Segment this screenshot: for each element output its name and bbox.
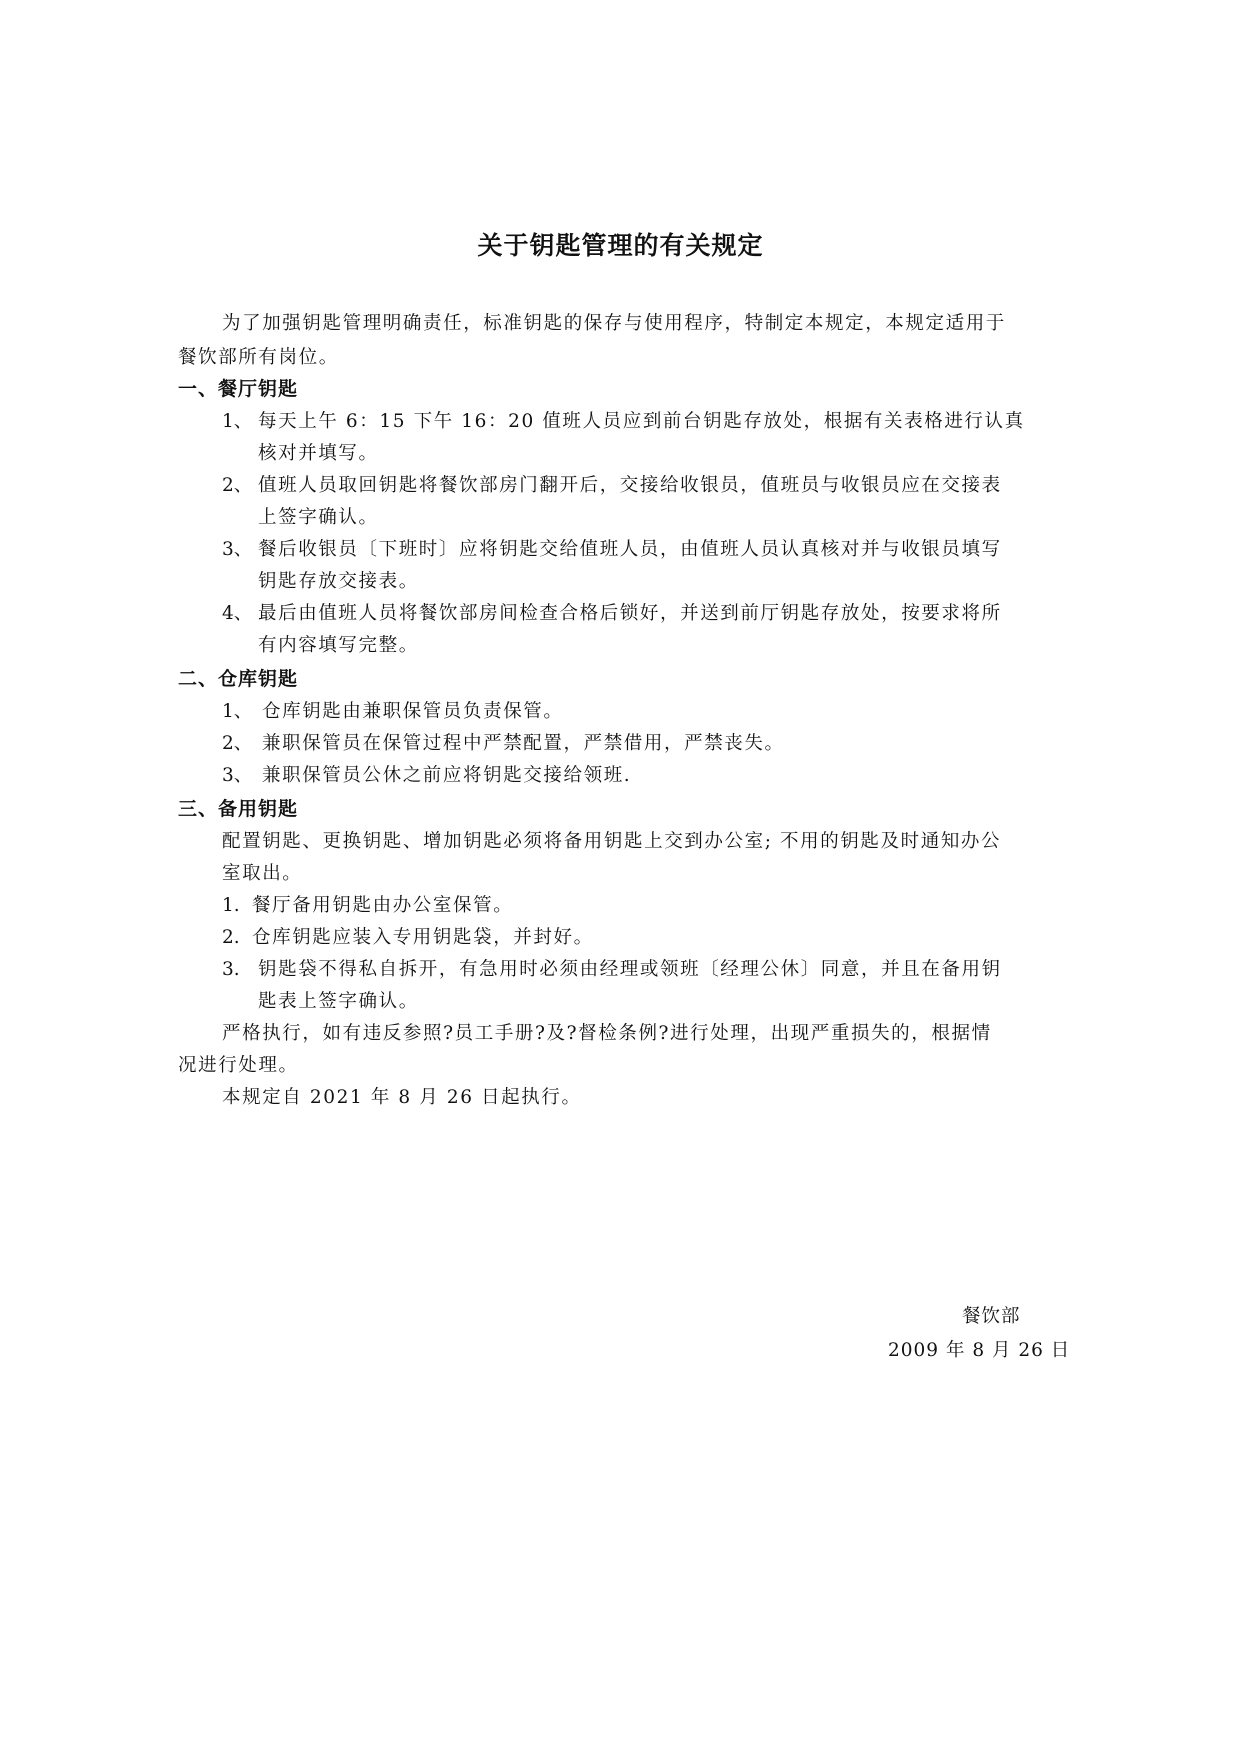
list-item-text: 兼职保管员公休之前应将钥匙交接给领班.: [262, 765, 632, 786]
signature-date: 2009 年 8 月 26 日: [888, 1340, 1071, 1361]
list-item-text-cont: 核对并填写。: [258, 443, 379, 464]
list-item-text: 仓库钥匙应装入专用钥匙袋，并封好。: [252, 927, 594, 948]
list-item-number: 1.: [222, 895, 240, 916]
effective-date-line: 本规定自 2021 年 8 月 26 日起执行。: [222, 1087, 582, 1108]
list-item-number: 1、: [222, 701, 253, 722]
list-item-text: 餐厅备用钥匙由办公室保管。: [252, 895, 514, 916]
closing-line-1: 严格执行，如有违反参照?员工手册?及?督检条例?进行处理，出现严重损失的，根据情: [222, 1023, 992, 1044]
list-item-number: 2.: [222, 927, 240, 948]
closing-line-2: 况进行处理。: [178, 1055, 299, 1076]
list-item-text: 兼职保管员在保管过程中严禁配置，严禁借用，严禁丧失。: [262, 733, 785, 754]
list-item-text-cont: 钥匙存放交接表。: [258, 571, 419, 592]
list-item-number: 2、: [222, 475, 253, 496]
list-item-text: 每天上午 6：15 下午 16：20 值班人员应到前台钥匙存放处，根据有关表格进行认真: [258, 411, 1025, 432]
list-item-text: 仓库钥匙由兼职保管员负责保管。: [262, 701, 564, 722]
intro-line-1: 为了加强钥匙管理明确责任，标准钥匙的保存与使用程序，特制定本规定，本规定适用于: [222, 313, 1006, 334]
list-item-text: 值班人员取回钥匙将餐饮部房门翻开后，交接给收银员，值班员与收银员应在交接表: [258, 475, 1002, 496]
list-item-text: 餐后收银员〔下班时〕应将钥匙交给值班人员，由值班人员认真核对并与收银员填写: [258, 539, 1002, 560]
list-item-number: 3、: [222, 539, 253, 560]
signature-department: 餐饮部: [962, 1306, 1021, 1327]
list-item-number: 4、: [222, 603, 253, 624]
section-heading-warehouse-keys: 二、仓库钥匙: [178, 668, 299, 690]
section-paragraph: 配置钥匙、更换钥匙、增加钥匙必须将备用钥匙上交到办公室; 不用的钥匙及时通知办公: [222, 831, 1002, 852]
list-item-number: 2、: [222, 733, 253, 754]
list-item-number: 3、: [222, 765, 253, 786]
document-title: 关于钥匙管理的有关规定: [477, 231, 764, 260]
intro-line-2: 餐饮部所有岗位。: [178, 347, 339, 368]
list-item-number: 1、: [222, 411, 253, 432]
list-item-text: 钥匙袋不得私自拆开，有急用时必须由经理或领班〔经理公休〕同意，并且在备用钥: [258, 959, 1002, 980]
section-heading-restaurant-keys: 一、餐厅钥匙: [178, 378, 299, 400]
list-item-text-cont: 匙表上签字确认。: [258, 991, 419, 1012]
list-item-text-cont: 有内容填写完整。: [258, 635, 419, 656]
list-item-text: 最后由值班人员将餐饮部房间检查合格后锁好，并送到前厅钥匙存放处，按要求将所: [258, 603, 1002, 624]
section-paragraph-cont: 室取出。: [222, 863, 303, 884]
list-item-number: 3.: [222, 959, 240, 980]
list-item-text-cont: 上签字确认。: [258, 507, 379, 528]
section-heading-spare-keys: 三、备用钥匙: [178, 798, 299, 820]
